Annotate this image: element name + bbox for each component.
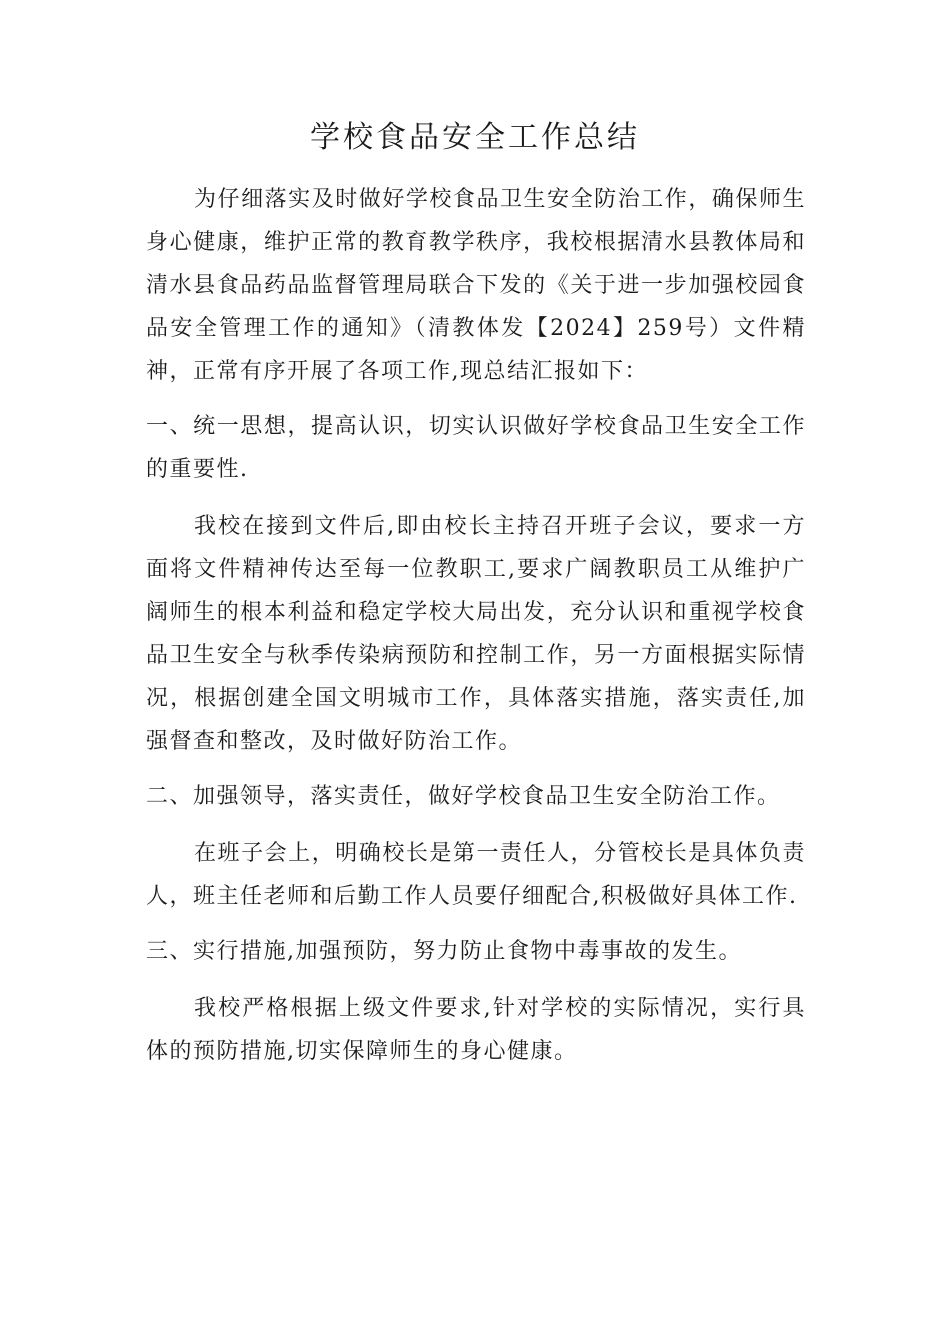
section-heading-3: 三、实行措施,加强预防，努力防止食物中毒事故的发生。 [146, 939, 742, 964]
intro-paragraph: 为仔细落实及时做好学校食品卫生安全防治工作，确保师生身心健康，维护正常的教育教学秩序，我校根据清水县教体局和清水县食品药品监督管理局联合下发的《关于进一步加强校园食品安全管理工作的通知》（清教体发【2024】259号）文件精神，正常有序开展了各项工作,现总结汇报如下： [146, 187, 806, 384]
section-2-paragraph: 在班子会上，明确校长是第一责任人，分管校长是具体负责人，班主任老师和后勤工作人员要仔细配合,积极做好具体工作. [146, 841, 806, 909]
section-3-paragraph: 我校严格根据上级文件要求,针对学校的实际情况，实行具体的预防措施,切实保障师生的身心健康。 [146, 996, 806, 1064]
section-heading-1: 一、统一思想，提高认识，切实认识做好学校食品卫生安全工作的重要性. [146, 414, 806, 482]
section-heading-2: 二、加强领导，落实责任，做好学校食品卫生安全防治工作。 [146, 784, 781, 809]
section-1-paragraph: 我校在接到文件后,即由校长主持召开班子会议，要求一方面将文件精神传达至每一位教职工,要求广阔教职员工从维护广阔师生的根本利益和稳定学校大局出发，充分认识和重视学校食品卫生安全与秋季传染病预防和控制工作，另一方面根据实际情况，根据创建全国文明城市工作，具体落实措施，落实责任,加强督查和整改，及时做好防治工作。 [146, 514, 806, 754]
document-title: 学校食品安全工作总结 [310, 120, 640, 155]
document-body [146, 178, 806, 1073]
